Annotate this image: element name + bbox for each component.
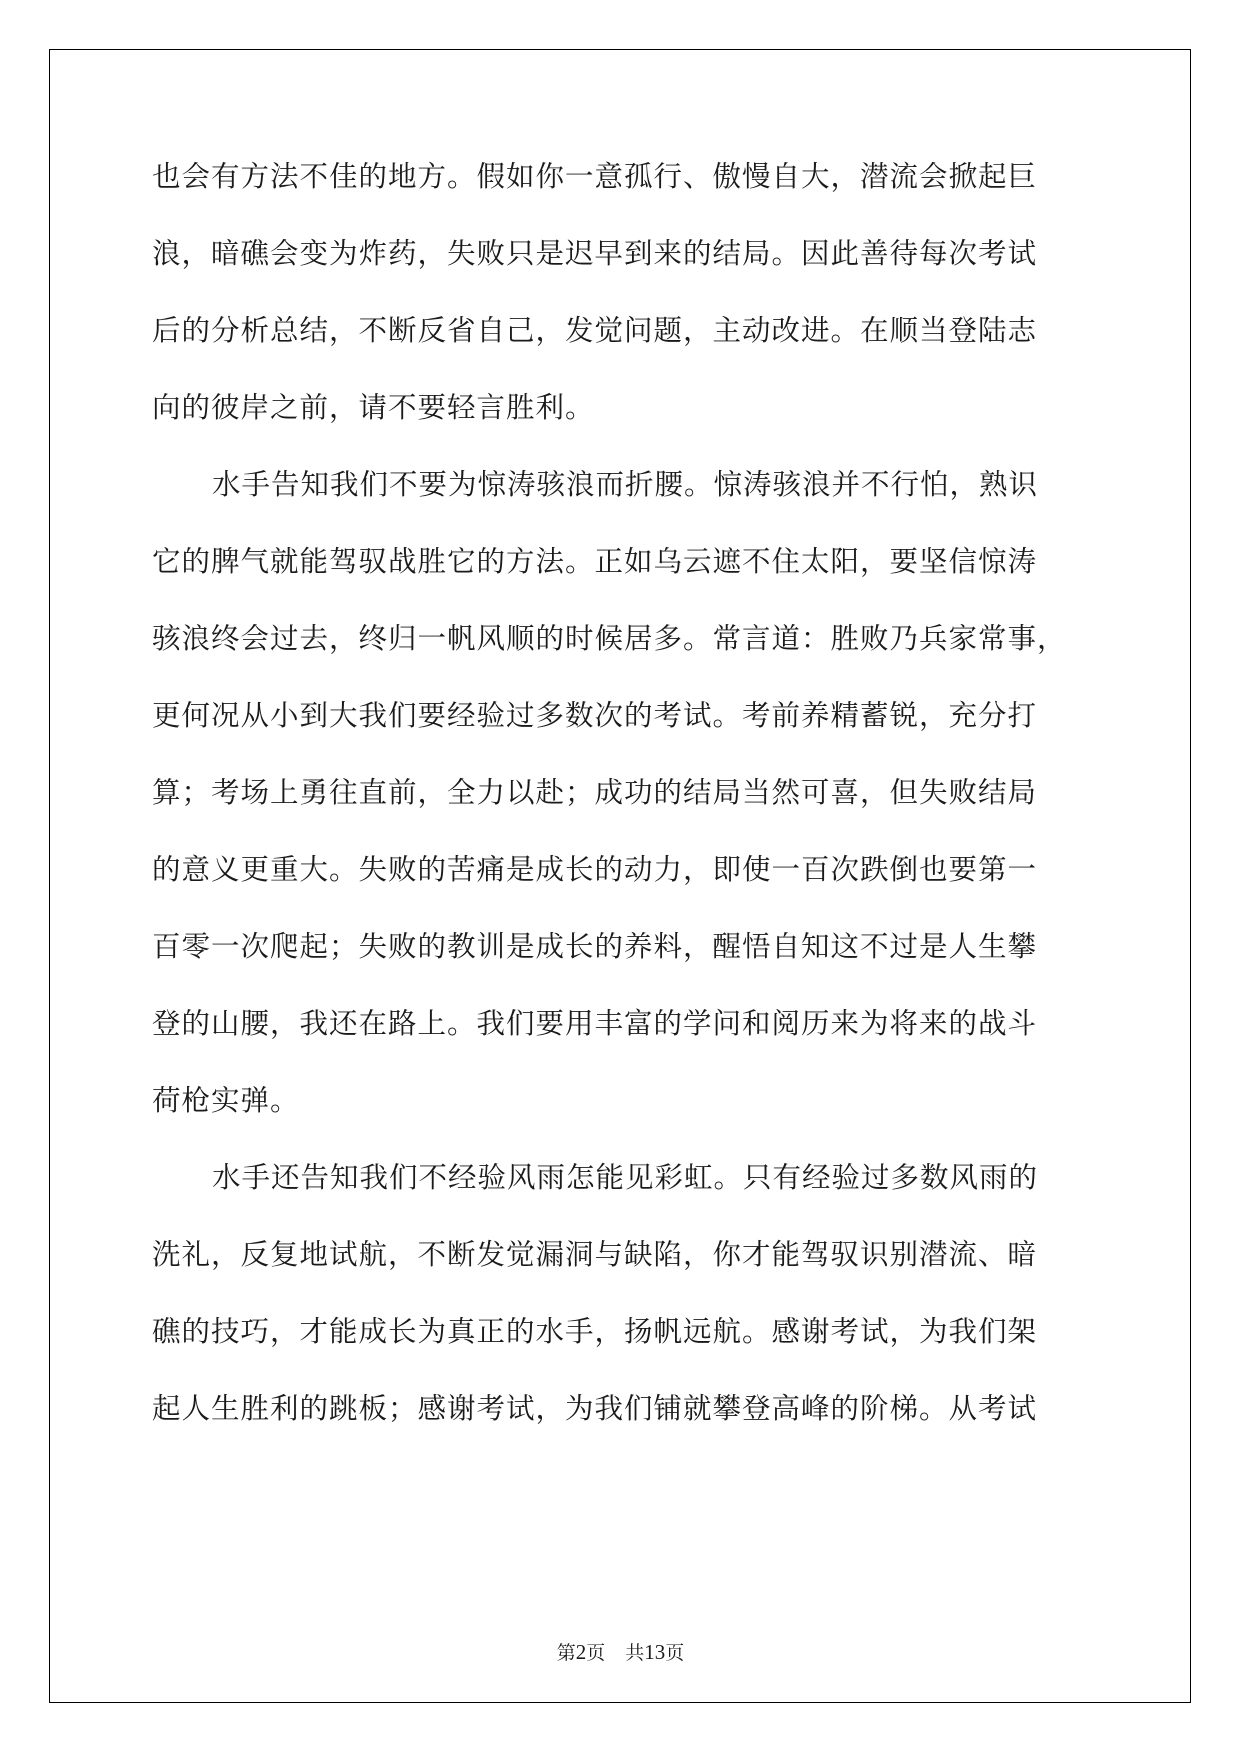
total-label-prefix: 共: [625, 1642, 645, 1664]
text-line: 百零一次爬起；失败的教训是成长的养料，醒悟自知这不过是人生攀: [152, 930, 1038, 963]
text-line: 更何况从小到大我们要经验过多数次的考试。考前养精蓄锐，充分打: [152, 699, 1038, 732]
text-line: 向的彼岸之前，请不要轻言胜利。: [152, 391, 595, 424]
text-line: 算；考场上勇往直前，全力以赴；成功的结局当然可喜，但失败结局: [152, 776, 1038, 809]
body-text: [152, 159, 1096, 1468]
text-line: 骇浪终会过去，终归一帆风顺的时候居多。常言道：胜败乃兵家常事，: [152, 622, 1067, 655]
total-label-suffix: 页: [665, 1642, 685, 1664]
text-line: 它的脾气就能驾驭战胜它的方法。正如乌云遮不住太阳，要坚信惊涛: [152, 545, 1038, 578]
text-line: 荷枪实弹。: [152, 1084, 300, 1117]
text-line: 礁的技巧，才能成长为真正的水手，扬帆远航。感谢考试，为我们架: [152, 1315, 1038, 1348]
text-line-indented: 水手还告知我们不经验风雨怎能见彩虹。只有经验过多数风雨的: [212, 1161, 1039, 1194]
page-label-prefix: 第: [556, 1642, 576, 1664]
text-line: 洗礼，反复地试航，不断发觉漏洞与缺陷，你才能驾驭识别潜流、暗: [152, 1238, 1038, 1271]
page-footer: [0, 1638, 1241, 1665]
text-line: 后的分析总结，不断反省自己，发觉问题，主动改进。在顺当登陆志: [152, 314, 1038, 347]
page-number: 2: [575, 1640, 587, 1664]
text-line-indented: 水手告知我们不要为惊涛骇浪而折腰。惊涛骇浪并不行怕，熟识: [212, 468, 1039, 501]
text-line: 浪，暗礁会变为炸药，失败只是迟早到来的结局。因此善待每次考试: [152, 237, 1038, 270]
page-label-suffix: 页: [586, 1642, 606, 1664]
total-pages: 13: [644, 1640, 666, 1664]
text-line: 也会有方法不佳的地方。假如你一意孤行、傲慢自大，潜流会掀起巨: [152, 160, 1038, 193]
text-line: 起人生胜利的跳板；感谢考试，为我们铺就攀登高峰的阶梯。从考试: [152, 1392, 1038, 1425]
text-line: 的意义更重大。失败的苦痛是成长的动力，即使一百次跌倒也要第一: [152, 853, 1038, 886]
text-line: 登的山腰，我还在路上。我们要用丰富的学问和阅历来为将来的战斗: [152, 1007, 1038, 1040]
